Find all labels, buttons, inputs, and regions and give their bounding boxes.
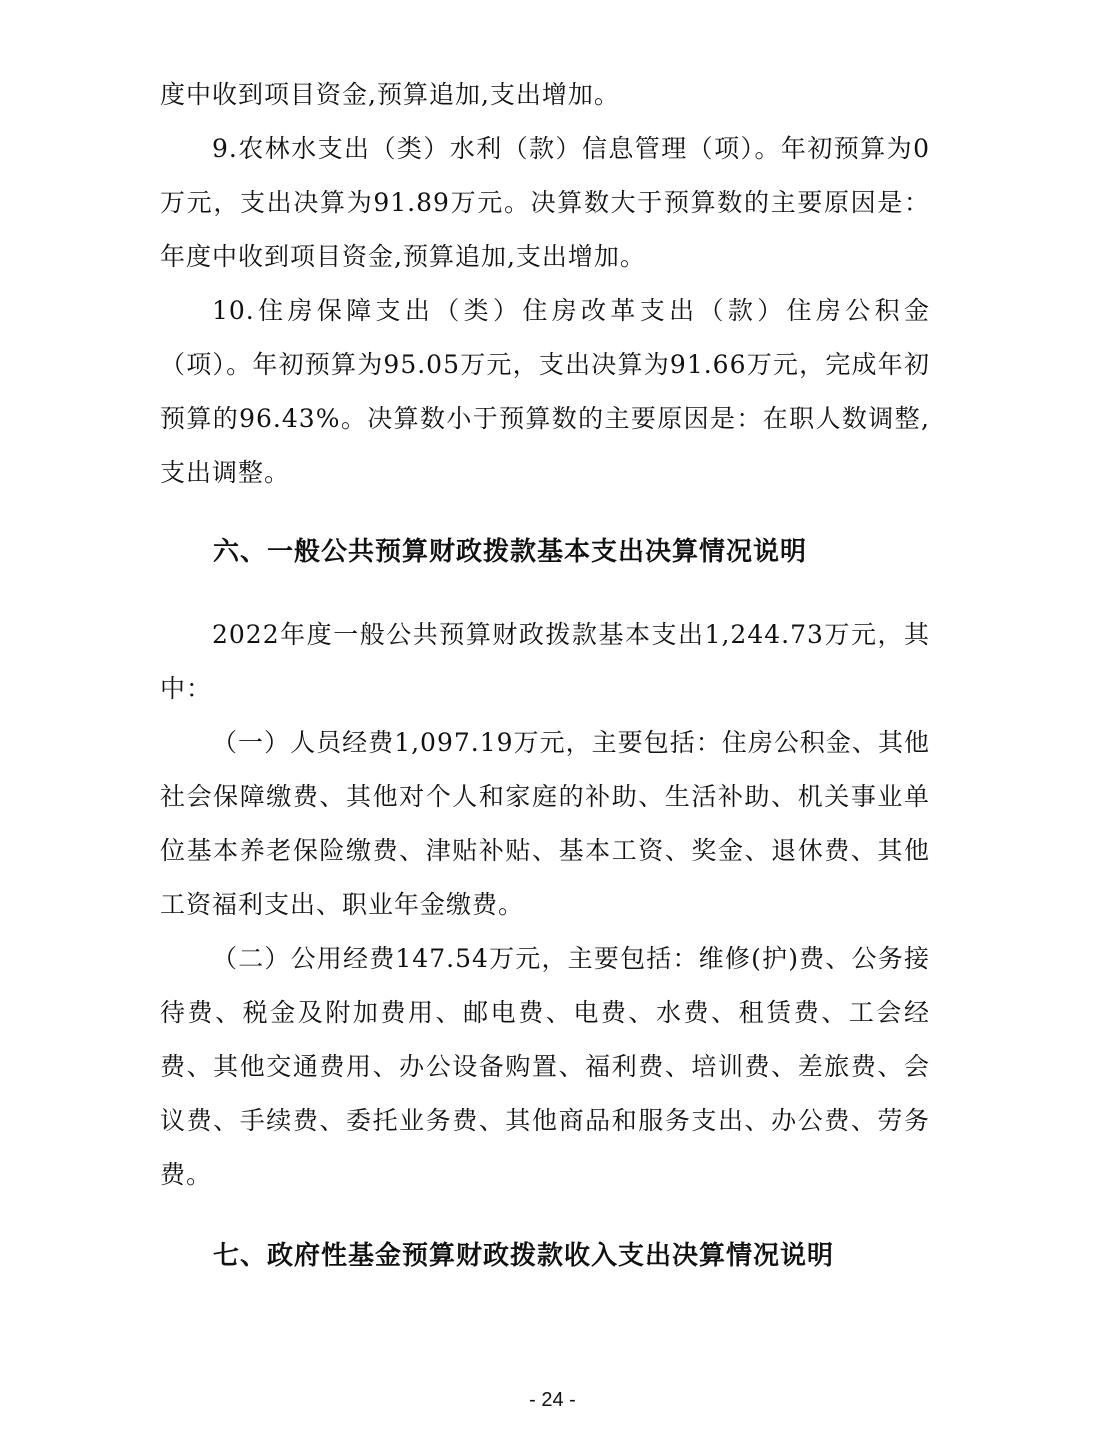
page-number: - 24 - xyxy=(529,1389,576,1411)
paragraph-personnel-expenses: （一）人员经费1,097.19万元，主要包括：住房公积金、其他社会保障缴费、其他对个人和家庭的补助、生活补助、机关事业单位基本养老保险缴费、津贴补贴、基本工资、奖金、退休费、其他工资福利支出、职业年金缴费。 xyxy=(160,728,930,919)
paragraph-item-10: 10.住房保障支出（类）住房改革支出（款）住房公积金（项）。年初预算为95.05万元，支出决算为91.66万元，完成年初预算的96.43%。决算数小于预算数的主要原因是：在职人数调整,支出调整。 xyxy=(160,296,930,487)
section-heading-seven: 七、政府性基金预算财政拨款收入支出决算情况说明 xyxy=(213,1241,835,1271)
paragraph-item-9: 9.农林水支出（类）水利（款）信息管理（项）。年初预算为0万元，支出决算为91.89万元。决算数大于预算数的主要原因是：年度中收到项目资金,预算追加,支出增加。 xyxy=(160,134,930,271)
paragraph-basic-expenditure-total: 2022年度一般公共预算财政拨款基本支出1,244.73万元，其中： xyxy=(160,620,930,703)
paragraph-continuation: 度中收到项目资金,预算追加,支出增加。 xyxy=(160,80,620,109)
section-heading-six: 六、一般公共预算财政拨款基本支出决算情况说明 xyxy=(213,537,808,567)
paragraph-public-expenses: （二）公用经费147.54万元，主要包括：维修(护)费、公务接待费、税金及附加费用、邮电费、电费、水费、租赁费、工会经费、其他交通费用、办公设备购置、福利费、培训费、差旅费、会议费、手续费、委托业务费、其他商品和服务支出、办公费、劳务费。 xyxy=(160,944,930,1189)
